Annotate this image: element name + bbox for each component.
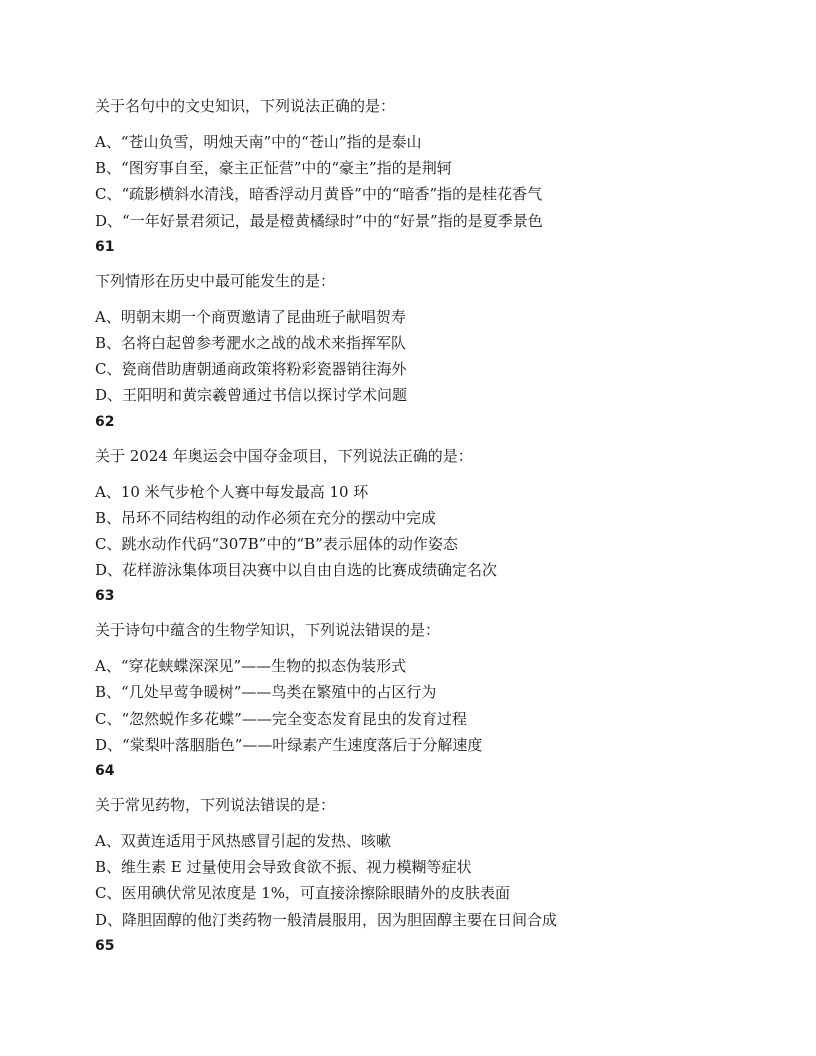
option-d: D、“棠梨叶落胭脂色”——叶绿素产生速度落后于分解速度 [95, 735, 483, 754]
question-stem: 关于常见药物，下列说法错误的是： [95, 796, 336, 814]
option-b: B、“图穷事自至，豪主正怔营”中的“豪主”指的是荆轲 [95, 159, 452, 178]
question-number: 62 [95, 413, 115, 430]
question-number: 61 [95, 238, 115, 255]
question-stem: 下列情形在历史中最可能发生的是： [95, 271, 336, 290]
option-b: B、吊环不同结构组的动作必须在充分的摆动中完成 [95, 508, 437, 527]
option-a: A、10 米气步枪个人赛中每发最高 10 环 [95, 482, 369, 501]
option-d: D、花样游泳集体项目决赛中以自由自选的比赛成绩确定名次 [95, 561, 498, 580]
option-c: C、瓷商借助唐朝通商政策将粉彩瓷器销往海外 [95, 360, 407, 379]
option-c: C、“疏影横斜水清浅，暗香浮动月黄昏”中的“暗香”指的是桂花香气 [95, 185, 543, 204]
option-a: A、“苍山负雪，明烛天南”中的“苍山”指的是泰山 [95, 133, 422, 151]
option-b: B、“几处早莺争暖树”——鸟类在繁殖中的占区行为 [95, 683, 437, 702]
option-d: D、降胆固醇的他汀类药物一般清晨服用，因为胆固醇主要在日间合成 [95, 910, 558, 929]
option-d: D、“一年好景君须记，最是橙黄橘绿时”中的“好景”指的是夏季景色 [95, 211, 543, 230]
question-number: 64 [95, 763, 115, 779]
question-block [95, 93, 755, 260]
option-b: B、维生素 E 过量使用会导致食欲不振、视力模糊等症状 [95, 858, 472, 877]
question-block [95, 617, 755, 784]
question-block [95, 268, 755, 435]
question-list [95, 93, 755, 967]
question-block [95, 792, 755, 959]
option-c: C、跳水动作代码“307B”中的“B”表示屈体的动作姿态 [95, 534, 458, 553]
option-b: B、名将白起曾参考淝水之战的战术来指挥军队 [95, 333, 407, 352]
question-block [95, 443, 755, 610]
option-c: C、“忽然蜕作多花蝶”——完全变态发育昆虫的发育过程 [95, 709, 467, 728]
question-stem: 关于名句中的文史知识，下列说法正确的是： [95, 97, 396, 115]
question-number: 63 [95, 588, 115, 605]
option-d: D、王阳明和黄宗羲曾通过书信以探讨学术问题 [95, 386, 408, 405]
question-number: 65 [95, 937, 115, 954]
option-a: A、双黄连适用于风热感冒引起的发热、咳嗽 [95, 832, 391, 850]
option-a: A、明朝末期一个商贾邀请了昆曲班子献唱贺寿 [95, 307, 406, 326]
question-stem: 关于诗句中蕴含的生物学知识，下列说法错误的是： [95, 621, 441, 640]
question-stem: 关于 2024 年奥运会中国夺金项目，下列说法正确的是： [95, 446, 473, 465]
option-c: C、医用碘伏常见浓度是 1%，可直接涂擦除眼睛外的皮肤表面 [95, 884, 511, 903]
option-a: A、“穿花蛱蝶深深见”——生物的拟态伪装形式 [95, 657, 407, 676]
